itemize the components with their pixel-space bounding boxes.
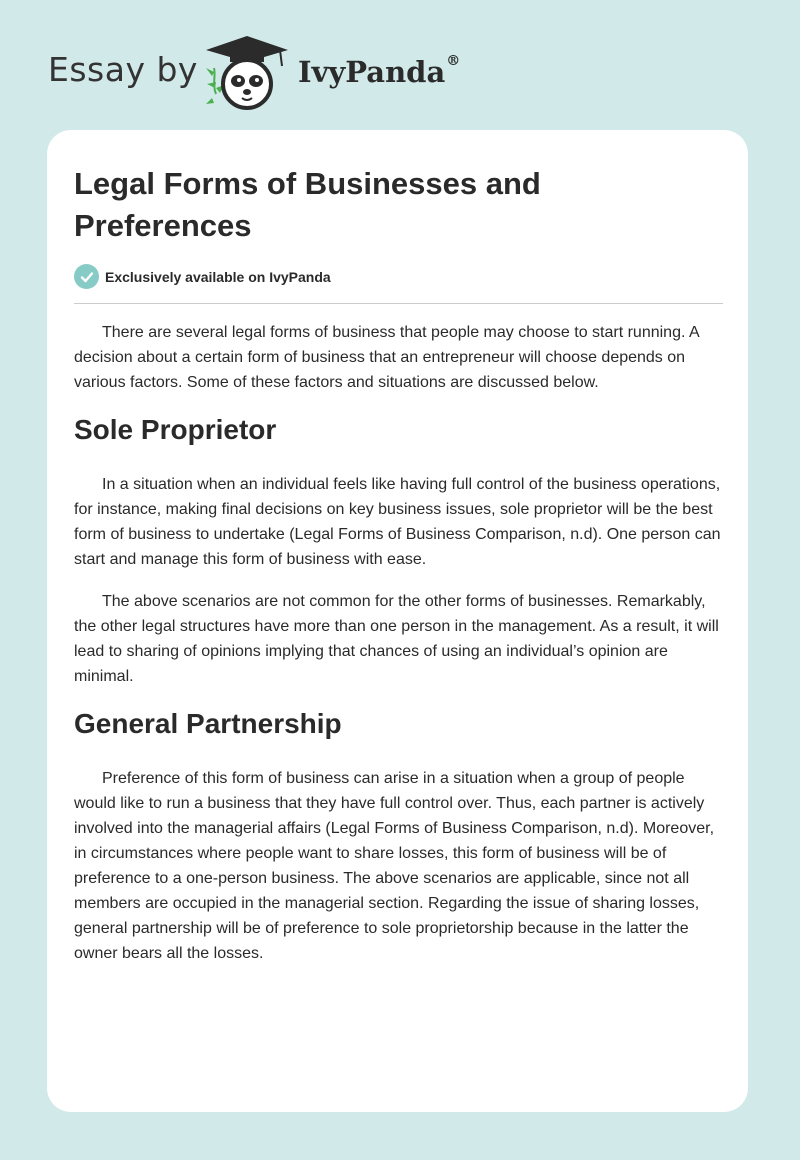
site-header xyxy=(0,0,800,130)
brand-name[interactable]: IvyPanda® xyxy=(298,53,461,89)
essay-by-label: Essay by xyxy=(48,50,198,89)
page-title: Legal Forms of Businesses and Preferences xyxy=(74,166,541,243)
section-heading-general-partnership: General Partnership xyxy=(74,708,342,739)
exclusive-badge xyxy=(74,264,331,289)
sole-proprietor-paragraph-2: The above scenarios are not common for the other forms of businesses. Remarkably, the other legal structures have more than one person in the management. As a result, it will lead to sharing of opinions implying that chances of using an individual’s opinion are minimal. xyxy=(74,593,719,685)
section-heading-sole-proprietor: Sole Proprietor xyxy=(74,414,277,445)
sole-proprietor-paragraph-block xyxy=(74,472,724,572)
essay-card xyxy=(47,130,748,1112)
intro-paragraph-block xyxy=(74,320,724,395)
general-partnership-paragraph-block xyxy=(74,766,724,966)
exclusive-label: Exclusively available on IvyPanda xyxy=(105,268,331,285)
intro-paragraph: There are several legal forms of business that people may choose to start running. A decision about a certain form of business that an entrepreneur will choose depends on various factors. Some of these factors and situations are discussed below. xyxy=(74,324,699,391)
general-partnership-paragraph-1: Preference of this form of business can arise in a situation when a group of people would like to run a business that they have full control over. Thus, each partner is actively involved into the managerial affairs (Legal Forms of Business Comparison, n.d). Moreover, in circumstances where people want to share losses, this form of business will be of preference to a one-person business. The above scenarios are applicable, since not all members are occupied in the managerial section. Regarding the issue of sharing losses, general partnership will be of preference to sole proprietorship because in the latter the owner bears all the losses. xyxy=(74,770,715,962)
panda-logo-icon[interactable] xyxy=(202,32,292,112)
sole-proprietor-paragraph-1: In a situation when an individual feels like having full control of the business operations, for instance, making final decisions on key business issues, sole proprietor will be the best form of business to undertake (Legal Forms of Business Comparison, n.d). One person can start and manage this form of business with ease. xyxy=(74,476,721,568)
checkmark-icon xyxy=(74,264,99,289)
divider xyxy=(74,303,723,304)
sole-proprietor-paragraph-block-2 xyxy=(74,589,724,689)
